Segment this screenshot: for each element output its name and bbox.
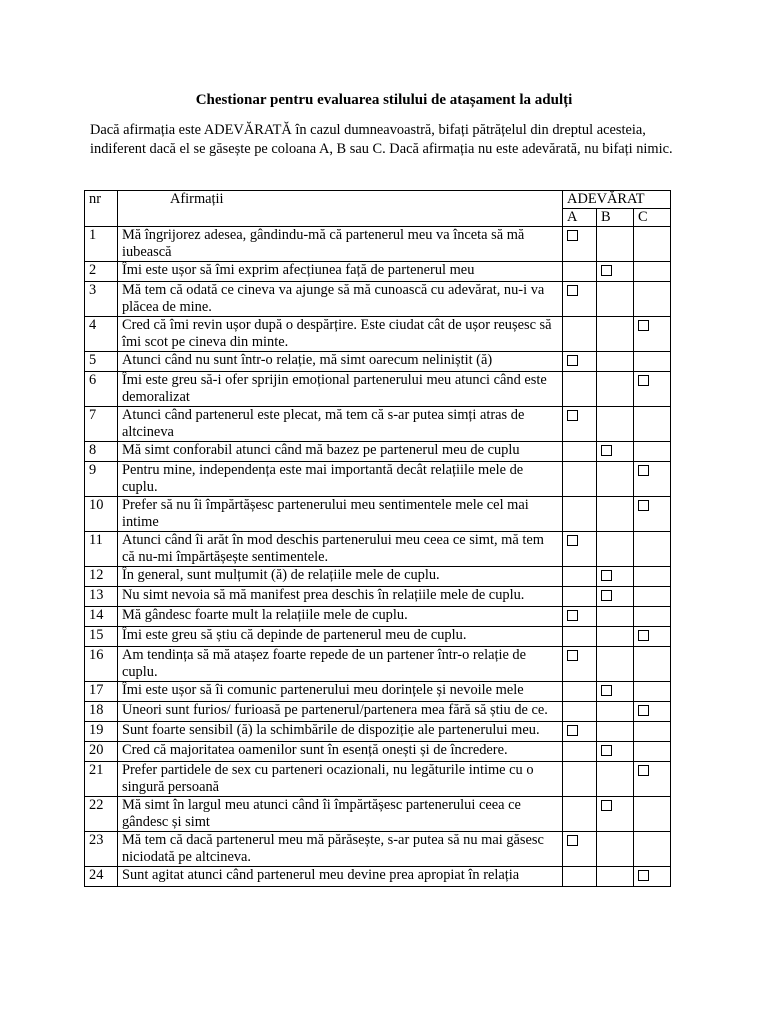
table-body (85, 227, 671, 887)
row-number: 18 (85, 702, 118, 722)
checkbox-b[interactable] (601, 570, 612, 581)
answer-cell-a (563, 442, 597, 462)
table-row (85, 607, 671, 627)
statement-text: Îmi este ușor să îmi exprim afecțiunea față de partenerul meu (117, 262, 562, 282)
row-number: 2 (85, 262, 118, 282)
answer-cell-c (633, 372, 670, 407)
checkbox-a[interactable] (567, 835, 578, 846)
row-number: 9 (85, 462, 118, 497)
answer-cell-b (597, 567, 634, 587)
row-number: 15 (85, 627, 118, 647)
answer-cell-c (633, 462, 670, 497)
checkbox-a[interactable] (567, 610, 578, 621)
answer-cell-c (633, 497, 670, 532)
checkbox-b[interactable] (601, 265, 612, 276)
answer-cell-a (563, 262, 597, 282)
answer-cell-a (563, 647, 597, 682)
checkbox-b[interactable] (601, 685, 612, 696)
answer-cell-c (633, 742, 670, 762)
answer-cell-a (563, 762, 597, 797)
instructions-text: Dacă afirmația este ADEVĂRATĂ în cazul dumneavoastră, bifați pătrățelul din dreptul acesteia, indiferent dacă el se găsește pe coloana A, B sau C. Dacă afirmația nu este adevărată, nu bifați nimic. (90, 122, 673, 157)
answer-cell-a (563, 372, 597, 407)
row-number: 8 (85, 442, 118, 462)
answer-cell-b (597, 462, 634, 497)
checkbox-a[interactable] (567, 410, 578, 421)
statement-text: Atunci când partenerul este plecat, mă tem că s-ar putea simți atras de altcineva (117, 407, 562, 442)
table-row (85, 762, 671, 797)
answer-cell-c (633, 442, 670, 462)
answer-cell-c (633, 587, 670, 607)
table-row (85, 647, 671, 682)
row-number: 3 (85, 282, 118, 317)
statement-text: Mă tem că odată ce cineva va ajunge să mă cunoască cu adevărat, nu-i va plăcea de mine. (117, 282, 562, 317)
statement-text: Cred că majoritatea oamenilor sunt în esență onești și de încredere. (117, 742, 562, 762)
statement-text: Uneori sunt furios/ furioasă pe partenerul/partenera mea fără să știu de ce. (117, 702, 562, 722)
table-row (85, 352, 671, 372)
row-number: 13 (85, 587, 118, 607)
row-number: 19 (85, 722, 118, 742)
answer-cell-b (597, 832, 634, 867)
answer-cell-a (563, 742, 597, 762)
answer-cell-a (563, 227, 597, 262)
statement-text: Prefer partidele de sex cu parteneri ocazionali, nu legăturile intime cu o singură persoană (117, 762, 562, 797)
checkbox-b[interactable] (601, 745, 612, 756)
answer-cell-c (633, 262, 670, 282)
answer-cell-b (597, 627, 634, 647)
table-row (85, 832, 671, 867)
table-row (85, 407, 671, 442)
answer-cell-a (563, 627, 597, 647)
answer-cell-b (597, 702, 634, 722)
answer-cell-b (597, 722, 634, 742)
table-row (85, 867, 671, 887)
answer-cell-a (563, 867, 597, 887)
answer-cell-a (563, 352, 597, 372)
answer-cell-b (597, 762, 634, 797)
table-row (85, 532, 671, 567)
answer-cell-b (597, 742, 634, 762)
statement-text: Nu simt nevoia să mă manifest prea deschis în relațiile mele de cuplu. (117, 587, 562, 607)
statement-text: Sunt foarte sensibil (ă) la schimbările de dispoziție ale partenerului meu. (117, 722, 562, 742)
checkbox-b[interactable] (601, 590, 612, 601)
statement-text: Sunt agitat atunci când partenerul meu devine prea apropiat în relația (117, 867, 562, 887)
statement-text: În general, sunt mulțumit (ă) de relațiile mele de cuplu. (117, 567, 562, 587)
checkbox-c[interactable] (638, 765, 649, 776)
table-row (85, 627, 671, 647)
answer-cell-a (563, 317, 597, 352)
row-number: 21 (85, 762, 118, 797)
row-number: 14 (85, 607, 118, 627)
checkbox-a[interactable] (567, 650, 578, 661)
answer-cell-b (597, 867, 634, 887)
table-row (85, 372, 671, 407)
answer-cell-b (597, 607, 634, 627)
header-col-a: A (563, 209, 597, 227)
table-row (85, 227, 671, 262)
answer-cell-b (597, 227, 634, 262)
checkbox-b[interactable] (601, 445, 612, 456)
answer-cell-c (633, 532, 670, 567)
checkbox-c[interactable] (638, 870, 649, 881)
statement-text: Îmi este ușor să îi comunic partenerului meu dorințele și nevoile mele (117, 682, 562, 702)
row-number: 12 (85, 567, 118, 587)
answer-cell-b (597, 587, 634, 607)
answer-cell-b (597, 647, 634, 682)
statement-text: Mă simt în largul meu atunci când îi împărtășesc partenerului ceea ce gândesc și simt (117, 797, 562, 832)
statement-text: Atunci când nu sunt într-o relație, mă simt oarecum neliniștit (ă) (117, 352, 562, 372)
answer-cell-a (563, 797, 597, 832)
questionnaire-table (84, 190, 671, 887)
row-number: 10 (85, 497, 118, 532)
statement-text: Cred că îmi revin ușor după o despărțire. Este ciudat cât de ușor reușesc să îmi scot pe cineva din minte. (117, 317, 562, 352)
table-row (85, 282, 671, 317)
checkbox-c[interactable] (638, 630, 649, 641)
answer-cell-a (563, 567, 597, 587)
statement-text: Pentru mine, independența este mai importantă decât relațiile mele de cuplu. (117, 462, 562, 497)
checkbox-a[interactable] (567, 230, 578, 241)
row-number: 20 (85, 742, 118, 762)
checkbox-b[interactable] (601, 800, 612, 811)
checkbox-c[interactable] (638, 500, 649, 511)
answer-cell-c (633, 227, 670, 262)
checkbox-c[interactable] (638, 320, 649, 331)
statement-text: Îmi este greu să știu că depinde de partenerul meu de cuplu. (117, 627, 562, 647)
statement-text: Mă simt conforabil atunci când mă bazez pe partenerul meu de cuplu (117, 442, 562, 462)
table-row (85, 587, 671, 607)
answer-cell-b (597, 442, 634, 462)
row-number: 23 (85, 832, 118, 867)
answer-cell-b (597, 682, 634, 702)
answer-cell-b (597, 407, 634, 442)
checkbox-a[interactable] (567, 725, 578, 736)
answer-cell-b (597, 532, 634, 567)
table-row (85, 497, 671, 532)
table-row (85, 567, 671, 587)
answer-cell-a (563, 702, 597, 722)
row-number: 5 (85, 352, 118, 372)
table-row (85, 262, 671, 282)
answer-cell-a (563, 532, 597, 567)
row-number: 11 (85, 532, 118, 567)
checkbox-a[interactable] (567, 535, 578, 546)
row-number: 7 (85, 407, 118, 442)
table-row (85, 442, 671, 462)
table-row (85, 702, 671, 722)
checkbox-c[interactable] (638, 465, 649, 476)
answer-cell-c (633, 797, 670, 832)
answer-cell-c (633, 317, 670, 352)
header-statements-label: Afirmații (169, 191, 224, 207)
statement-text: Prefer să nu îi împărtășesc partenerului meu sentimentele mele cel mai intime (117, 497, 562, 532)
row-number: 22 (85, 797, 118, 832)
table-row (85, 722, 671, 742)
row-number: 1 (85, 227, 118, 262)
answer-cell-c (633, 567, 670, 587)
answer-cell-c (633, 647, 670, 682)
answer-cell-a (563, 587, 597, 607)
table-row (85, 797, 671, 832)
row-number: 4 (85, 317, 118, 352)
header-statements (117, 191, 562, 227)
answer-cell-a (563, 722, 597, 742)
row-number: 17 (85, 682, 118, 702)
answer-cell-b (597, 282, 634, 317)
statement-text: Atunci când îi arăt în mod deschis partenerului meu ceea ce simt, mă tem că nu-mi împărtășește sentimentele. (117, 532, 562, 567)
table-row (85, 317, 671, 352)
statement-text: Mă gândesc foarte mult la relațiile mele de cuplu. (117, 607, 562, 627)
checkbox-c[interactable] (638, 705, 649, 716)
answer-cell-c (633, 352, 670, 372)
table-row (85, 682, 671, 702)
answer-cell-a (563, 682, 597, 702)
checkbox-a[interactable] (567, 355, 578, 366)
answer-cell-c (633, 867, 670, 887)
table-row (85, 742, 671, 762)
answer-cell-a (563, 282, 597, 317)
answer-cell-c (633, 702, 670, 722)
row-number: 6 (85, 372, 118, 407)
table-row (85, 462, 671, 497)
answer-cell-c (633, 682, 670, 702)
header-col-b: B (597, 209, 634, 227)
row-number: 24 (85, 867, 118, 887)
answer-cell-a (563, 462, 597, 497)
answer-cell-b (597, 372, 634, 407)
checkbox-a[interactable] (567, 285, 578, 296)
answer-cell-b (597, 797, 634, 832)
answer-cell-c (633, 607, 670, 627)
statement-text: Mă tem că dacă partenerul meu mă părăsește, s-ar putea să nu mai găsesc niciodată pe altcineva. (117, 832, 562, 867)
answer-cell-a (563, 607, 597, 627)
header-nr: nr (85, 191, 118, 227)
statement-text: Mă îngrijorez adesea, gândindu-mă că partenerul meu va înceta să mă iubească (117, 227, 562, 262)
header-true-group: ADEVĂRAT (563, 191, 671, 209)
answer-cell-b (597, 352, 634, 372)
answer-cell-c (633, 722, 670, 742)
answer-cell-a (563, 832, 597, 867)
header-col-c: C (633, 209, 670, 227)
answer-cell-c (633, 832, 670, 867)
page-title: Chestionar pentru evaluarea stilului de atașament la adulți (195, 92, 573, 108)
statement-text: Îmi este greu să-i ofer sprijin emoțional partenerului meu atunci când este demoralizat (117, 372, 562, 407)
answer-cell-b (597, 317, 634, 352)
answer-cell-c (633, 762, 670, 797)
answer-cell-a (563, 497, 597, 532)
row-number: 16 (85, 647, 118, 682)
answer-cell-c (633, 282, 670, 317)
answer-cell-c (633, 407, 670, 442)
answer-cell-c (633, 627, 670, 647)
answer-cell-b (597, 262, 634, 282)
answer-cell-a (563, 407, 597, 442)
checkbox-c[interactable] (638, 375, 649, 386)
statement-text: Am tendința să mă atașez foarte repede de un partener într-o relație de cuplu. (117, 647, 562, 682)
answer-cell-b (597, 497, 634, 532)
